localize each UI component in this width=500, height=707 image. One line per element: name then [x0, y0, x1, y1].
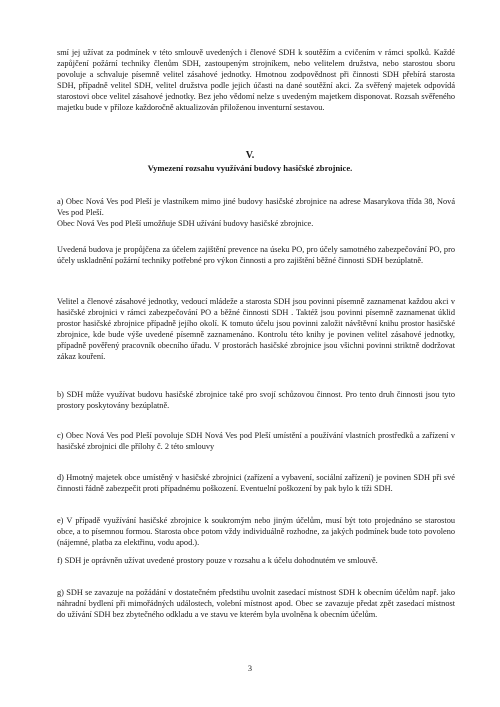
paragraph-f: f) SDH je oprávněn užívat uvedené prostory pouze v rozsahu a k účelu dohodnutém ve smlouvě.: [57, 556, 378, 565]
section-number: V.: [245, 150, 255, 161]
paragraph-b: b) SDH může využívat budovu hasičské zbrojnice také pro svojí schůzovou činnost. Pro tento druh činnosti jsou tyto prostory poskytovány bezúplatně.: [57, 390, 455, 411]
paragraph-e: e) V případě využívání hasičské zbrojnice k soukromým nebo jiným účelům, musí být toto projednáno se starostou obce, a to písemnou formou. Starosta obce potom vždy individuálně rozhodne, za jakých podmínek bude toto povoleno (nájemné, platba za elektřinu, vodu apod.).: [57, 516, 455, 548]
paragraph-g: g) SDH se zavazuje na požádání v dostatečném předstihu uvolnit zasedací místnost SDH k obecním účelům např. jako náhradní bydlení při mimořádných událostech, volební místnost apod. Obec se zavazuje předat zpět zasedací místnost do užívání SDH bez zbytečného odkladu a ve stavu ve kterém byla uvolněna k obecním účelům.: [57, 588, 455, 620]
paragraph-d: d) Hmotný majetek obce umístěný v hasičské zbrojnici (zařízení a vybavení, sociální zařízení) je povinen SDH při své činnosti řádně zabezpečit proti případnému poškození. Eventuelní poškození by pak bylo k tíži SDH.: [57, 473, 455, 494]
section-title: Vymezení rozsahu využívání budovy hasičské zbrojnice.: [147, 163, 353, 173]
paragraph-a: a) Obec Nová Ves pod Pleší je vlastníkem mimo jiné budovy hasičské zbrojnice na adrese Masarykova třída 38, Nová Ves pod Pleší. Obec Nová Ves pod Pleší umožňuje SDH užívání budovy hasičské zbrojnice.: [57, 197, 455, 229]
intro-paragraph: smí jej užívat za podmínek v této smlouvě uvedených i členové SDH k soutěžím a cvičením v rámci spolků. Každé zapůjčení požární techniky členům SDH, zastoupeným strojníkem, nebo velitelem družstva, nebo starostou sboru povoluje a schvaluje písemně velitel zásahové jednotky. Hmotnou zodpovědnost při činnosti SDH přebírá starosta SDH, případně velitel SDH, velitel družstva podle jejich účasti na dané soutěžní akci. Za svěřený majetek odpovídá starostovi obce velitel zásahové jednotky. Bez jeho vědomí nelze s uvedeným majetkem disponovat. Rozsah svěřeného majetku bude v příloze každoročně aktualizován přiloženou inventurní sestavou.: [57, 48, 455, 113]
paragraph-a-records: Velitel a členové zásahové jednotky, vedoucí mládeže a starosta SDH jsou povinni písemně zaznamenat každou akci v hasičské zbrojnici v rámci zabezpečování PO a běžné činnosti SDH . Taktéž jsou povinni písemně zaznamenat úklid prostor hasičské zbrojnice případně jejího okolí. K tomuto účelu jsou povinni založit návštěvní knihu prostor hasičské zbrojnice, kde bude výše uvedené písemně zaznamenáno. Kontrolu této knihy je povinen velitel zásahové jednotky, případně pověřený pracovník obecního úřadu. V prostorách hasičské zbrojnice jsou všichni povinni striktně dodržovat zákaz kouření.: [57, 297, 455, 362]
paragraph-c: c) Obec Nová Ves pod Pleší povoluje SDH Nová Ves pod Pleší umístění a používání vlastních prostředků a zařízení v hasičské zbrojnici dle přílohy č. 2 této smlouvy: [57, 431, 455, 452]
page-number: 3: [247, 664, 253, 673]
paragraph-a-usage: Uvedená budova je propůjčena za účelem zajištění prevence na úseku PO, pro účely samotného zabezpečování PO, pro účely uskladnění požární techniky potřebné pro výkon činnosti a pro zajištění běžné činnosti SDH bezúplatně.: [57, 245, 455, 266]
